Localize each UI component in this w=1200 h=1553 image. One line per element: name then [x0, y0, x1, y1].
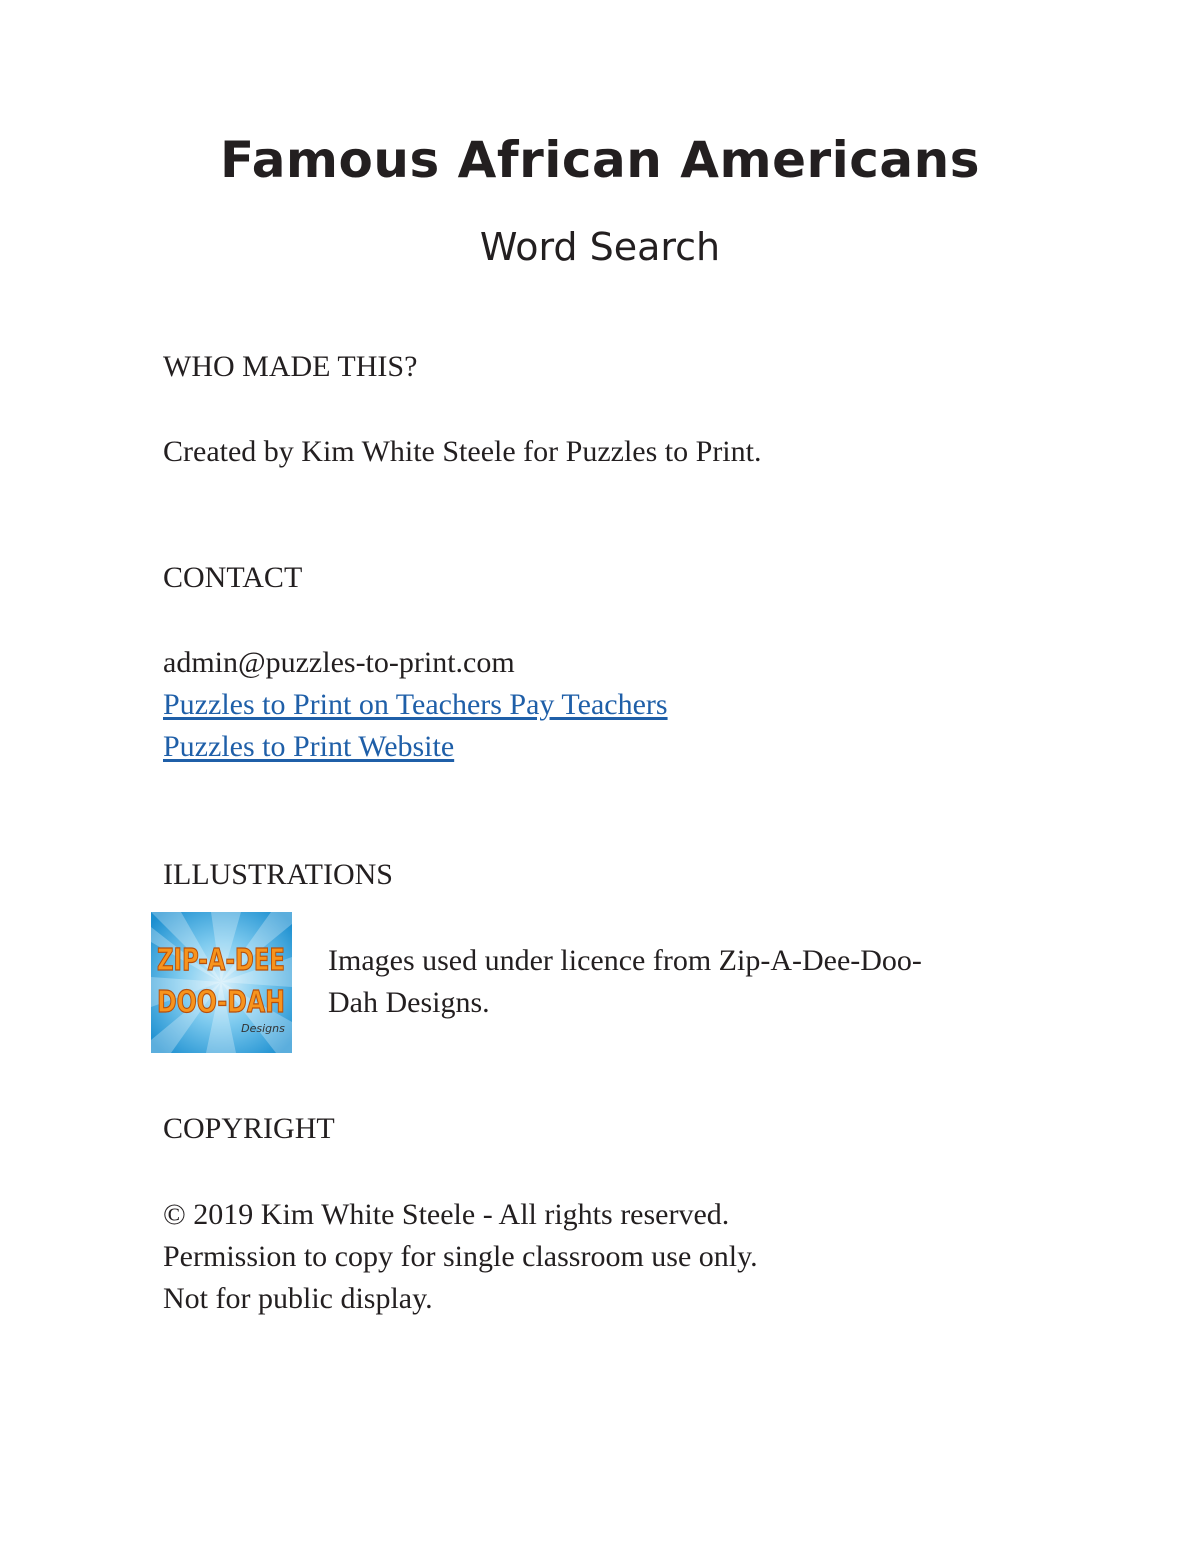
- page-subtitle: Word Search: [479, 225, 721, 269]
- copyright-line-3: Not for public display.: [163, 1282, 433, 1315]
- copyright-line-1: © 2019 Kim White Steele - All rights reserved.: [163, 1198, 730, 1231]
- credit-line-1: Images used under licence from Zip-A-Dee-Doo-: [328, 944, 922, 977]
- illustration-credit: [328, 940, 1048, 1024]
- website-link[interactable]: Puzzles to Print Website: [163, 730, 455, 763]
- creator-text: Created by Kim White Steele for Puzzles to Print.: [163, 435, 762, 468]
- zip-a-dee-doo-dah-logo: [151, 912, 292, 1053]
- logo-text-line2: DOO-DAH: [157, 985, 285, 1020]
- contact-email: admin@puzzles-to-print.com: [163, 646, 515, 679]
- who-made-this-heading: WHO MADE THIS?: [163, 350, 418, 383]
- illustrations-heading: ILLUSTRATIONS: [163, 858, 393, 891]
- tpt-store-link[interactable]: Puzzles to Print on Teachers Pay Teachers: [163, 688, 668, 721]
- logo-text-line3: Designs: [241, 1022, 285, 1035]
- credit-line-2: Dah Designs.: [328, 986, 490, 1019]
- page-title: Famous African Americans: [219, 131, 981, 189]
- logo-text-line1: ZIP-A-DEE: [157, 943, 285, 978]
- copyright-line-2: Permission to copy for single classroom use only.: [163, 1240, 758, 1273]
- contact-heading: CONTACT: [163, 561, 303, 594]
- copyright-heading: COPYRIGHT: [163, 1112, 335, 1145]
